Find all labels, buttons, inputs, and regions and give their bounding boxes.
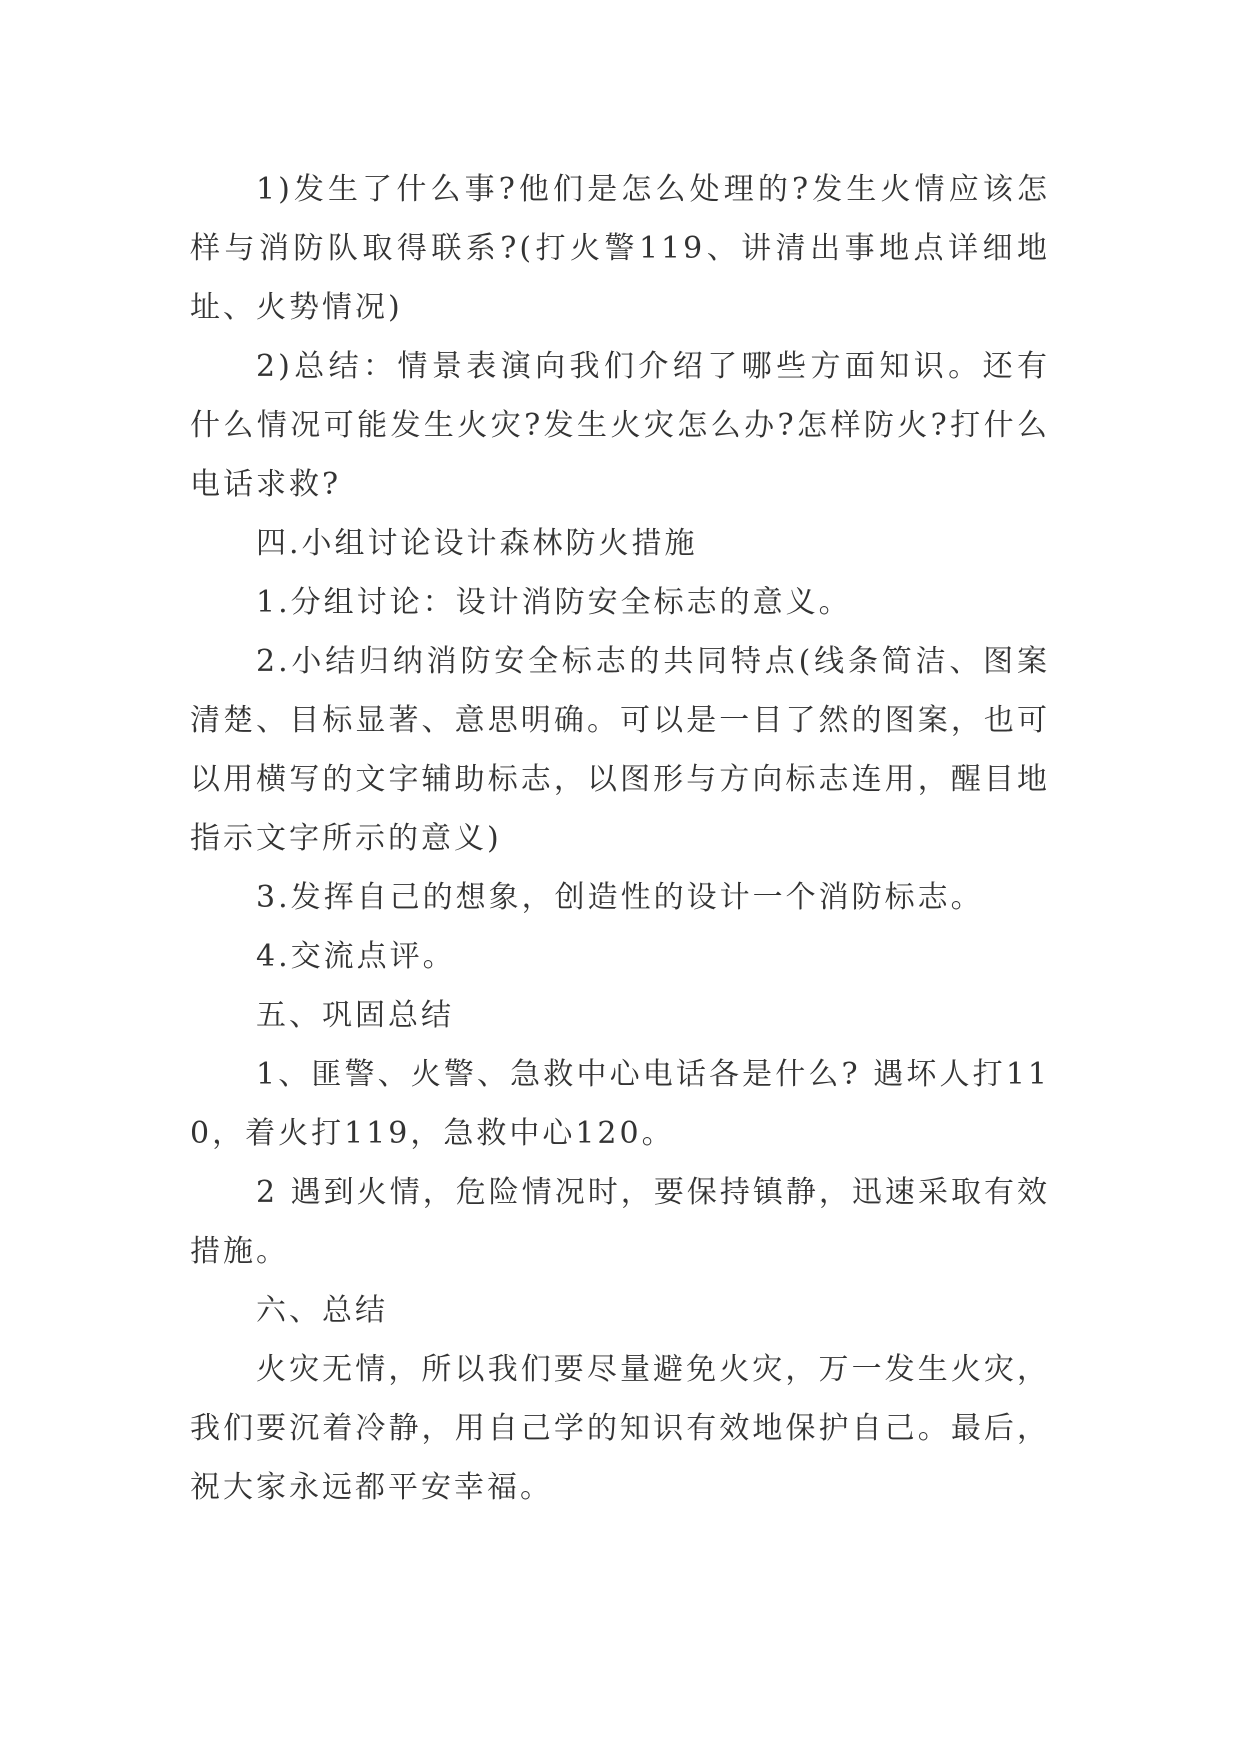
section-heading-group-discussion: 四.小组讨论设计森林防火措施 (256, 526, 698, 561)
paragraph-closing: 火灾无情，所以我们要尽量避免火灾，万一发生火灾，我们要沉着冷静，用自己学的知识有效地保护自己。最后，祝大家永远都平安幸福。 (190, 1352, 1050, 1505)
paragraph-sign-features: 2.小结归纳消防安全标志的共同特点(线条简洁、图案清楚、目标显著、意思明确。可以是一目了然的图案，也可以用横写的文字辅助标志，以图形与方向标志连用，醒目地指示文字所示的意义) (190, 644, 1050, 856)
paragraph-discuss-sign-meaning: 1.分组讨论：设计消防安全标志的意义。 (256, 585, 852, 620)
paragraph-design-sign: 3.发挥自己的想象，创造性的设计一个消防标志。 (256, 880, 984, 915)
document-body (190, 160, 1050, 1517)
paragraph-question-what-happened: 1)发生了什么事?他们是怎么处理的?发生火情应该怎样与消防队取得联系?(打火警119、讲清出事地点详细地址、火势情况) (190, 172, 1050, 325)
paragraph-summary-performance: 2)总结：情景表演向我们介绍了哪些方面知识。还有什么情况可能发生火灾?发生火灾怎么办?怎样防火?打什么电话求救? (190, 349, 1050, 502)
paragraph-emergency-numbers: 1、匪警、火警、急救中心电话各是什么? 遇坏人打110，着火打119，急救中心120。 (190, 1057, 1050, 1151)
paragraph-exchange-review: 4.交流点评。 (256, 939, 456, 974)
paragraph-stay-calm: 2 遇到火情，危险情况时，要保持镇静，迅速采取有效措施。 (190, 1175, 1050, 1269)
section-heading-summary: 六、总结 (256, 1293, 388, 1328)
section-heading-consolidate: 五、巩固总结 (256, 998, 454, 1033)
